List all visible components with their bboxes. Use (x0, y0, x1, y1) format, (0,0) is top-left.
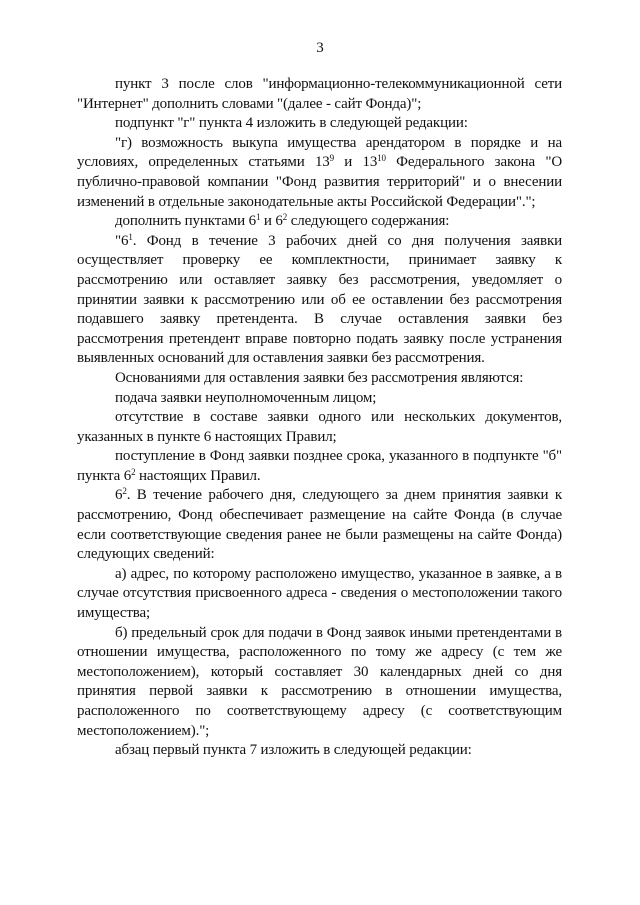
page-number: 3 (316, 40, 324, 56)
paragraph-8: отсутствие в составе заявки одного или нескольких документов, указанных в пункте 6 настоящих Правил; (77, 409, 562, 445)
paragraph-2: подпункт "г" пункта 4 изложить в следующей редакции: (115, 115, 468, 132)
paragraph-3: "г) возможность выкупа имущества арендатором в порядке и на условиях, определенных статьями $13^9$ и $13^{10}$ Федерального закона "О публично-правовой компании "Фонд развития территорий" и о внесении изменений в отдельные законодательные акты Российской Федерации"."; (77, 134, 563, 210)
paragraph-13: абзац первый пункта 7 изложить в следующей редакции: (115, 742, 472, 759)
paragraph-10: $6^2$. В течение рабочего дня, следующего за днем принятия заявки к рассмотрению, Фонд обеспечивает размещение на сайте Фонда (в случае если соответствующие сведения ранее не были размещены на сайте Фонда) следующих сведений: (77, 486, 562, 563)
paragraph-9: поступление в Фонд заявки позднее срока, указанного в подпункте "б" пункта $6^2$ настоящих Правил. (77, 448, 562, 484)
paragraph-4: дополнить пунктами $6^1$ и $6^2$ следующего содержания: (115, 212, 450, 230)
superscript-number: 2 (282, 212, 288, 223)
paragraph-5: "$6^1$. Фонд в течение 3 рабочих дней со дня получения заявки осуществляет проверку ее комплектности, принимает заявку к рассмотрению или оставляет заявку без рассмотрения, уведомляет о принятии заявки к рассмотрению или об ее оставлении без рассмотрения подавшего заявку претендента. В случае оставления заявки без рассмотрения претендент вправе повторно подать заявку после устранения выявленных оснований для оставления заявки без рассмотрения. (77, 231, 562, 367)
paragraph-11: а) адрес, по которому расположено имущество, указанное в заявке, а в случае отсутствия присвоенного адреса - сведения о местоположении такого имущества; (77, 565, 562, 622)
superscript-number: 1 (255, 212, 261, 223)
paragraph-6: Основаниями для оставления заявки без рассмотрения являются: (115, 369, 524, 386)
superscript-number: 2 (131, 466, 136, 477)
paragraph-7: подача заявки неуполномоченным лицом; (115, 389, 377, 406)
paragraph-1: пункт 3 после слов "информационно-телекоммуникационной сети "Интернет" дополнить словами "(далее - сайт Фонда)"; (77, 76, 562, 112)
document-body (77, 75, 562, 761)
superscript-number: 2 (122, 486, 127, 497)
superscript-number: 9 (329, 153, 335, 164)
superscript-number: 10 (377, 153, 386, 164)
paragraph-12: б) предельный срок для подачи в Фонд заявок иными претендентами в отношении имущества, расположенного по тому же адресу (с тем же местоположением), который составляет 30 календарных дней со дня принятия первой заявки к рассмотрению в отношении имущества, расположенного по соответствующему адресу (с соответствующим местоположением)."; (77, 624, 562, 739)
superscript-number: 1 (128, 231, 133, 242)
